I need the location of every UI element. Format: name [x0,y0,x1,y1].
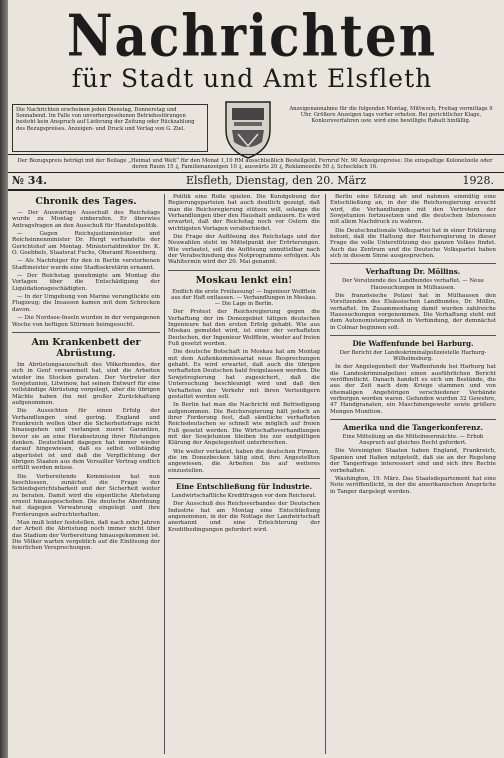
advertising-info-box: Anzeigenannahme für die folgenden Montag, Mittwoch, Freitag vormittags 9 Uhr. Größere Anzeigen tags vorher erbeten. Bei gerichtlicher Klage, Konkursverfahren usw. wird eine bewilligte Rabatt hinfällig. [289,106,493,125]
article-paragraph: Wie weiter verlautet, haben die deutschen Firmen, die im Donezbecken tätig sind, ihre Angestellten angewiesen, die Arbeiten bis auf weiteres einzustellen. [168,448,320,474]
coat-of-arms-icon [218,96,278,160]
article-paragraph: Berlin eine Sitzung ab und nahmen einmütig eine Entschließung an, in der die Reichsregierung ersucht wird, die Verhandlungen mit den Vertretern der Sowjetunion fortzusetzen und die deutschen Interessen mit allem Nachdruck zu wahren. [330,194,496,226]
section-divider [168,270,320,271]
publication-info-box: Die Nachrichten erscheinen jeden Dienstag, Donnerstag und Sonnabend. Im Falle von unvorhergesehenen Betriebsstörungen besteht kein Anspruch auf Lieferung der Zeitung oder Rückzahlung des Bezugspreises. Anzeigen- und Druck und Verlag von G. Ziel. [12,104,208,152]
moskau-subheadline: Endlich die erste Freilassung! — Ingenieur Wolfflein aus der Haft entlassen. — Verhandlungen in Moskau. — Die Lage in Berlin. [171,288,317,308]
verhaftung-headline: Verhaftung Dr. Möllins. [365,267,461,277]
krankenbett-headline: Am Krankenbett der Abrüstung. [31,336,141,359]
verhaftung-subheadline: Der Vorsitzende des Landbundes verhaftet. — Neue Haussuchungen in Mülhausen. [341,278,484,291]
chronik-item: — Die Nordsee-Inseln wurden in der vergangenen Woche von heftigen Stürmen heimgesucht. [12,315,160,328]
chronik-item: — Als Nachfolger für den in Berlin verstorbenen Stadtmeister wurde eine Stadtsekretärin ernannt. [12,258,160,271]
moskau-headline: Moskau lenkt ein! [195,274,293,286]
section-divider [168,478,320,479]
newspaper-title: Nachrichten [66,1,438,70]
masthead [8,1,496,93]
amerika-subheadline: Eine Mitteilung an die Mittelmeermächte. — Erhob Anspruch auf gleiches Recht gefordert. [342,434,484,447]
article-paragraph: Der Ausschuß des Reichsverbandes der Deutschen Industrie hat am Montag eine Entschließung angenommen, in der die Notlage der Landwirtschaft anerkannt und eine Erleichterung der Kreditbedingungen gefordert wird. [168,501,320,533]
entschuldung-subheadline: Landwirtschaftliche Kreditfragen vor dem Reichsrat. [171,492,317,499]
issue-rule-bottom [8,189,504,191]
waffenfunde-subheadline: Der Bericht der Landeskriminalpolizeistelle Harburg-Wilhelmsburg. [339,349,487,363]
dateline: Elsfleth, Dienstag, den 20. März [186,174,367,187]
chronik-item: — Der Auswärtige Ausschuß des Reichstags wurde zu Montag einberufen. Er überwies Antragsfragen an den Ausschuß für Handelspolitik. [12,210,160,229]
column-divider [164,194,165,754]
article-paragraph: Politik eine Rolle spielen. Die Kundgebung der Regierungsparteien hat auch deutlich gezeigt, daß man die Reichsregierung stützen will, solange die Verhandlungen über den Haushalt andauern. Es wird erwartet, daß der Reichstag noch vor Ostern die wichtigsten Vorlagen verabschiedet. [168,194,320,232]
chronik-item: — In der Umgebung von Marine verunglückte ein Flugzeug; die Insassen kamen mit dem Schrecken davon. [12,294,160,313]
article-paragraph: In Berlin hat man die Nachricht mit Befriedigung aufgenommen. Die Reichsregierung hält jedoch an ihrer Forderung fest, daß sämtliche verhafteten Reichsdeutschen so schnell wie möglich auf freien Fuß gesetzt werden. Die Wirtschaftsverhandlungen mit der Sowjetunion bleiben bis zur endgültigen Klärung der Angelegenheit unterbrochen. [168,402,320,447]
section-divider [330,335,496,336]
article-paragraph: Die Frage der Auflösung des Reichstags und der Neuwahlen steht im Mittelpunkt der Erörterungen. Wie verlautet, soll die Auflösung unmittelbar nach der Verabschiedung des Notprogramms erfolgen. Als Wahltermin wird der 20. Mai genannt. [168,234,320,266]
waffenfunde-headline: Die Waffenfunde bei Harburg. [352,338,474,348]
column-1 [12,194,160,754]
article-paragraph: Die Aussichten für einen Erfolg der Verhandlungen sind gering. England und Frankreich wollen über die Sicherheitsfrage nicht hinausgehen und verlangen zuerst Garantien, bevor sie an eine Herabsetzung ihrer Rüstungen denken. Deutschland dagegen hat immer wieder darauf hingewiesen, daß es selbst vollständig abgerüstet ist und daß die Verpflichtung der übrigen Staaten aus dem Versailler Vertrag endlich erfüllt werden müsse. [12,408,160,472]
subscription-price-line: Der Bezugspreis beträgt mit der Beilage „Heimat und Welt“ für den Monat 1,10 RM ausschließlich Bestellgeld. Fernruf Nr. 90 Anzeigenpreise: Die einspaltige Kolonelzeile oder deren Raum 15 ₰, Familienanzeigen 10 ₰, auswärts 20 ₰, Reklamezeile 50 ₰. Scheckfach 16. [17,158,493,171]
article-paragraph: Im Abrüstungsausschuß des Völkerbundes, der sich in Genf versammelt hat, sind die Arbeiten wieder ins Stocken geraten. Der Vertreter der Sowjetunion, Litwinow, hat seinen Entwurf für eine vollständige Abrüstung vorgelegt, aber die übrigen Mächte haben ihn mit großer Zurückhaltung aufgenommen. [12,361,160,406]
article-paragraph: Die deutsche Botschaft in Moskau hat am Montag mit dem Außenkommissariat neue Besprechungen gehabt. Es wird erwartet, daß auch die übrigen verhafteten Deutschen bald freigelassen werden. Die Sowjetregierung hat zugesichert, daß die Untersuchung beschleunigt wird und daß den Verhafteten der Verkehr mit ihren Verteidigern gestattet werden soll. [168,349,320,400]
article-paragraph: Washington, 19. März. Das Staatsdepartement hat eine Note veröffentlicht, in der die amerikanischen Ansprüche in Tanger dargelegt werden. [330,475,496,495]
page-binding-edge [0,0,8,758]
entschuldung-headline: Eine Entschließung für Industrie. [175,481,313,491]
section-divider [330,263,496,264]
issue-number: № 34. [12,174,47,187]
issue-year: 1928. [462,174,494,187]
article-paragraph: Die Vorbereitende Kommission hat nun beschlossen, zunächst die Frage der Schiedsgerichtsbarkeit und der Sicherheit weiter zu beraten. Damit wird die eigentliche Abrüstung erneut hinausgeschoben. Die deutsche Abordnung hat dagegen Verwahrung eingelegt und ihre Forderungen aufrechterhalten. [12,473,160,518]
chronik-item: — Der Reichstag genehmigte am Montag die Vorlagen über die Entschädigung der Liquidationsgeschädigten. [12,273,160,292]
column-2 [168,194,320,754]
chronik-item: — Gegen Reichsjustizminister und Reichsinnenminister Dr. Hergt verhandelte der Gerichtshof am Montag. Ministerialdirektor Dr. K. O. Goebbels, Staatsrat Fuchs, Oberamt Rosenberg. [12,231,160,257]
article-paragraph: Die Deutschnationale Volkspartei hat in einer Erklärung betont, daß die Haltung der Reichsregierung in dieser Frage die volle Unterstützung des ganzen Volkes findet. Auch das Zentrum und die Deutsche Volkspartei haben sich in diesem Sinne ausgesprochen. [330,227,496,260]
article-paragraph: Der Protest der Reichsregierung gegen die Verhaftung der im Donezgebiet tätigen deutschen Ingenieure hat den ersten Erfolg gehabt. Wie aus Moskau gemeldet wird, ist einer der verhafteten Deutschen, der Ingenieur Wolfflein, wieder auf freien Fuß gesetzt worden. [168,309,320,348]
section-divider [330,419,496,420]
article-paragraph: In der Angelegenheit der Waffenfunde bei Harburg hat die Landeskriminalpolizei einen ausführlichen Bericht veröffentlicht. Danach handelt es sich um Bestände, die aus der Zeit nach dem Kriege stammen und von ehemaligen Angehörigen verschiedener Verbände verborgen worden waren. Gefunden wurden 32 Gewehre, 47 Handgranaten, ein Maschinengewehr sowie größere Mengen Munition. [330,364,496,415]
article-paragraph: Man muß leider feststellen, daß nach zehn Jahren der Arbeit die Abrüstung noch immer nicht über das Stadium der Vorbereitung hinausgekommen ist. Die Völker warten vergeblich auf die Einlösung der feierlichen Versprechungen. [12,520,160,552]
column-divider [325,194,326,754]
issue-line [8,174,504,188]
top-rule [8,154,504,155]
issue-rule-top [8,172,504,173]
article-paragraph: Die französische Polizei hat in Mülhausen den Vorsitzenden des Elsässischen Landbundes, Dr. Möllin, verhaftet. Im Zusammenhang damit wurden zahlreiche Haussuchungen vorgenommen. Die Verhaftung steht mit dem Autonomistenprozeß in Verbindung, der demnächst in Colmar beginnen soll. [330,292,496,331]
article-paragraph: Die Vereinigten Staaten haben England, Frankreich, Spanien und Italien mitgeteilt, daß sie an der Regelung der Tangerfrage interessiert sind und sich ihre Rechte vorbehalten. [330,448,496,474]
newspaper-subtitle: für Stadt und Amt Elsfleth [71,64,433,93]
column-3 [330,194,496,754]
chronik-headline: Chronik des Tages. [35,196,137,207]
amerika-headline: Amerika und die Tangerkonferenz. [343,423,483,433]
section-divider [12,332,160,333]
